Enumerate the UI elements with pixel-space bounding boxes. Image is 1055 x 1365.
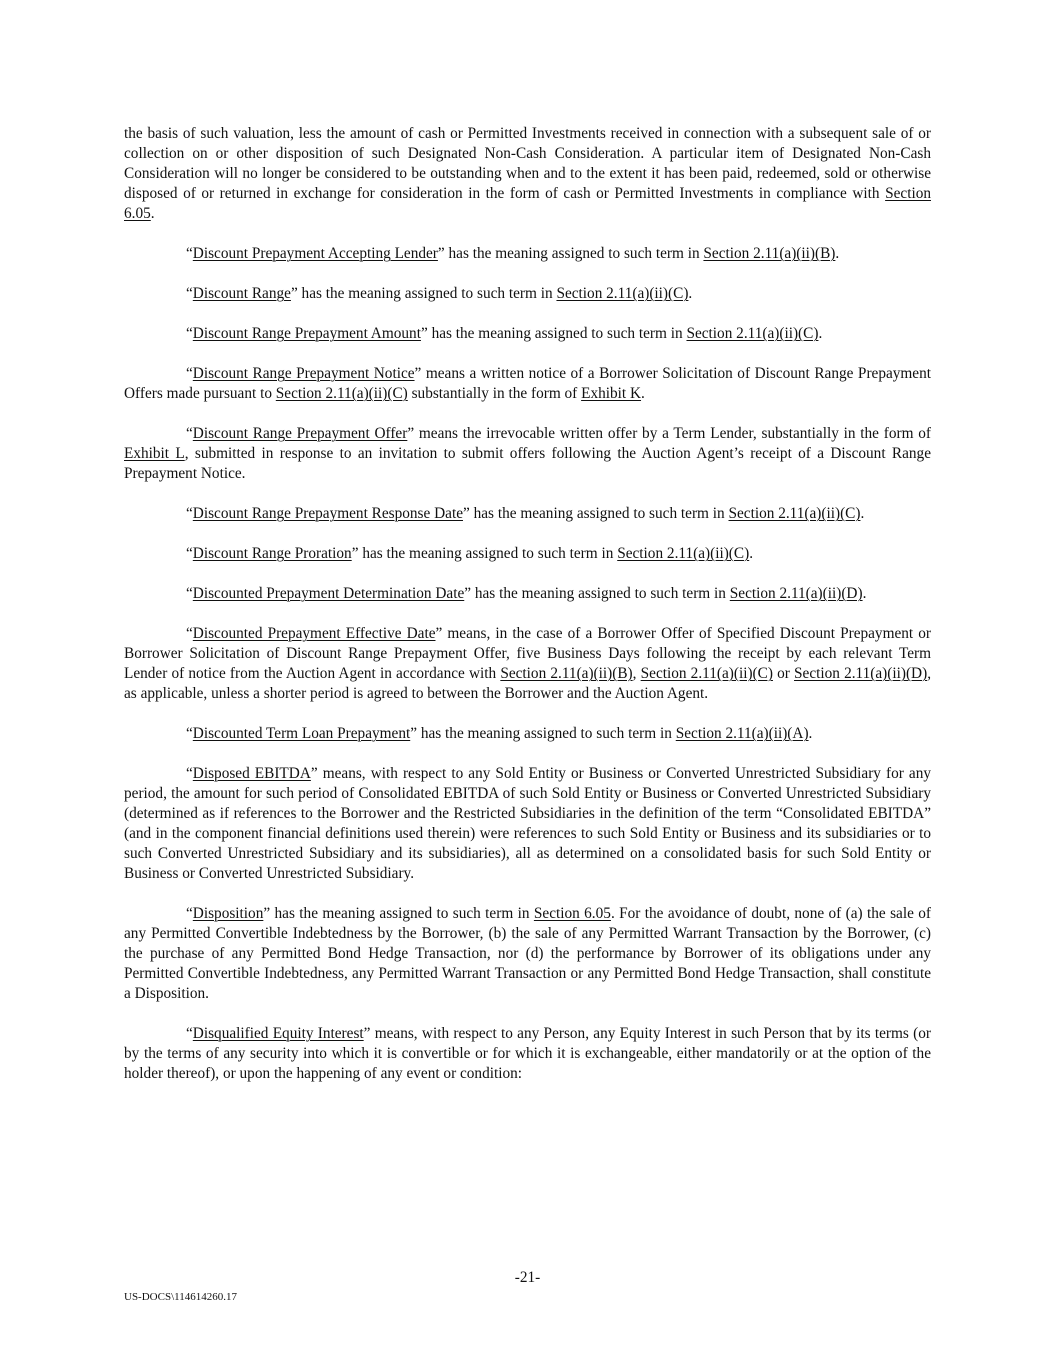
quote-mark: “ [186,365,193,382]
quote-mark: “ [186,625,193,642]
quote-mark: “ [186,545,193,562]
definition-text: ” has the meaning assigned to such term in [263,905,534,922]
definition-text: ” has the meaning assigned to such term in [351,545,618,562]
quote-mark: “ [186,245,193,262]
definition-text: ” means, with respect to any Person, any Equity Interest in such Person that by its terms (or by the terms of any security into which it is convertible or for which it is exchangeable, either mandatorily or at the option of the holder thereof), or upon the happening of any event or condition: [124,1025,931,1082]
section-reference: Section 2.11(a)(ii)(C) [728,505,861,522]
definition-text: . For the avoidance of doubt, none of (a) the sale of any Permitted Convertible Indebtedness by the Borrower, (b) the sale of any Permitted Warrant Transaction by the Borrower, (c) the purchase of any Permitted Bond Hedge Transaction, nor (d) the performance by Borrower of its obligations under any Permitted Convertible Indebtedness, any Permitted Warrant Transaction or any Permitted Bond Hedge Transaction, shall constitute a Disposition. [124,905,931,1002]
defined-term: Discounted Prepayment Effective Date [192,625,436,642]
quote-mark: “ [186,325,193,342]
section-reference: Section 2.11(a)(ii)(C) [686,325,819,342]
definition-text: , submitted in response to an invitation to submit offers following the Auction Agent’s receipt of a Discount Range Prepayment Notice. [124,445,931,482]
definition-text: , as applicable, unless a shorter period is agreed to between the Borrower and the Auction Agent. [124,665,932,702]
definition-text: ” has the meaning assigned to such term in [290,285,557,302]
definition-discount-prepayment-accepting-lender [124,244,931,264]
definition-text: substantially in the form of [407,385,582,402]
defined-term: Discount Range Prepayment Response Date [192,505,463,522]
punctuation: . [862,585,867,602]
punctuation: . [860,505,865,522]
quote-mark: “ [186,725,193,742]
definition-text: ” means a written notice of a Borrower Solicitation of Discount Range Prepayment Offers made pursuant to [124,365,931,402]
document-id: US-DOCS\114614260.17 [124,1291,237,1303]
section-reference: Section 6.05 [124,185,931,222]
definition-text: ” has the meaning assigned to such term in [437,245,704,262]
punctuation: . [150,205,155,222]
section-reference: Section 2.11(a)(ii)(A) [675,725,809,742]
defined-term: Discount Range Prepayment Offer [192,425,408,442]
quote-mark: “ [186,905,193,922]
document-body [124,124,931,1104]
punctuation: . [835,245,840,262]
quote-mark: “ [186,425,193,442]
section-reference: Section 2.11(a)(ii)(C) [275,385,408,402]
definition-discounted-term-loan-prepayment [124,724,931,744]
definition-text: ” has the meaning assigned to such term in [464,585,730,602]
punctuation: . [688,285,693,302]
definition-discounted-prepayment-effective-date [124,624,931,704]
definition-text: ” has the meaning assigned to such term in [462,505,729,522]
quote-mark: “ [186,765,193,782]
definition-disposition [124,904,931,1004]
punctuation: , [632,665,641,682]
definition-text: ” means the irrevocable written offer by a Term Lender, substantially in the form of [407,425,931,442]
defined-term: Disqualified Equity Interest [192,1025,364,1042]
defined-term: Discounted Prepayment Determination Date [192,585,465,602]
quote-mark: “ [186,1025,193,1042]
quote-mark: “ [186,285,193,302]
defined-term: Disposed EBITDA [192,765,311,782]
section-reference: Section 6.05 [533,905,611,922]
punctuation: . [808,725,813,742]
paragraph-text: the basis of such valuation, less the amount of cash or Permitted Investments received in connection with a subsequent sale of or collection on or other disposition of such Designated Non-Cash Consideration. A particular item of Designated Non-Cash Consideration will no longer be considered to be outstanding when and to the extent it has been paid, redeemed, sold or otherwise disposed of or returned in exchange for consideration in the form of cash or Permitted Investments in compliance with [124,125,931,202]
page-number: -21- [514,1269,541,1286]
exhibit-reference: Exhibit K [581,385,642,402]
definition-discounted-prepayment-determination-date [124,584,931,604]
definition-discount-range-prepayment-amount [124,324,931,344]
definition-discount-range [124,284,931,304]
section-reference: Section 2.11(a)(ii)(D) [729,585,863,602]
punctuation: . [641,385,645,402]
defined-term: Disposition [192,905,264,922]
definition-text: ” means, with respect to any Sold Entity or Business or Converted Unrestricted Subsidiary for any period, the amount for such period of Consolidated EBITDA of such Sold Entity or Business or Converted Unrestricted Subsidiary (determined as if references to the Borrower and the Restricted Subsidiaries in the definition of the term “Consolidated EBITDA” (and in the component financial definitions used therein) were references to such Sold Entity or Business and its subsidiaries or to such Converted Unrestricted Subsidiary and its subsidiaries), all as determined on a consolidated basis for such Sold Entity or Business or Converted Unrestricted Subsidiary. [124,765,931,882]
definition-discount-range-prepayment-response-date [124,504,931,524]
definition-discount-range-proration [124,544,931,564]
punctuation: . [749,545,754,562]
definition-text: ” means, in the case of a Borrower Offer of Specified Discount Prepayment or Borrower Solicitation of Discount Range Prepayment Offer, five Business Days following the receipt by each relevant Term Lender of notice from the Auction Agent in accordance with [124,625,932,682]
definition-disposed-ebitda [124,764,931,884]
section-reference: Section 2.11(a)(ii)(D) [794,665,928,682]
section-reference: Section 2.11(a)(ii)(C) [556,285,689,302]
quote-mark: “ [186,505,193,522]
defined-term: Discount Range Prepayment Notice [192,365,415,382]
section-reference: Section 2.11(a)(ii)(C) [617,545,750,562]
definition-discount-range-prepayment-notice [124,364,931,404]
punctuation: . [818,325,823,342]
definition-disqualified-equity-interest [124,1024,931,1084]
definition-text: ” has the meaning assigned to such term in [420,325,687,342]
defined-term: Discount Range Prepayment Amount [192,325,421,342]
defined-term: Discount Range Proration [192,545,352,562]
defined-term: Discount Prepayment Accepting Lender [192,245,438,262]
defined-term: Discounted Term Loan Prepayment [192,725,411,742]
definition-text: or [772,665,795,682]
section-reference: Section 2.11(a)(ii)(B) [703,245,836,262]
section-reference: Section 2.11(a)(ii)(C) [640,665,773,682]
definition-discount-range-prepayment-offer [124,424,931,484]
exhibit-reference: Exhibit L [124,445,185,462]
definition-text: ” has the meaning assigned to such term in [410,725,676,742]
defined-term: Discount Range [192,285,291,302]
section-reference: Section 2.11(a)(ii)(B) [500,665,633,682]
continued-paragraph [124,124,931,224]
quote-mark: “ [186,585,193,602]
